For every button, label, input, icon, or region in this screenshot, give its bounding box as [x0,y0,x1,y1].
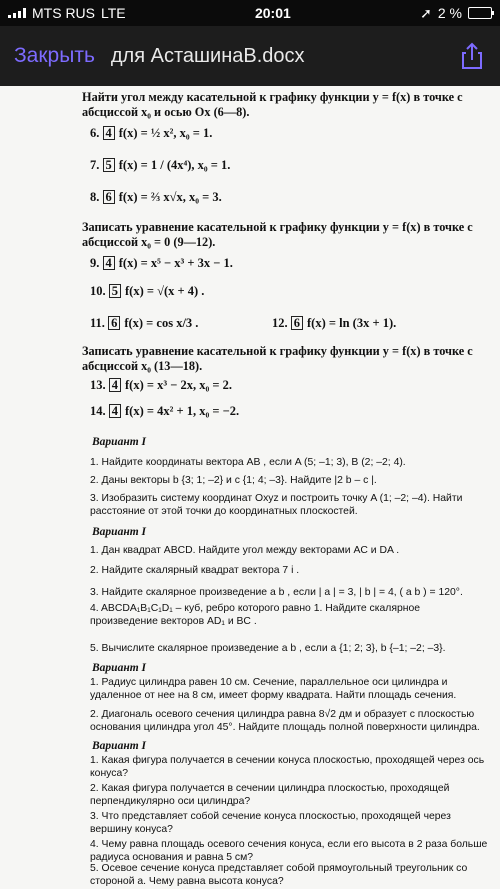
task-box: 4 [109,404,121,418]
status-bar [0,0,500,26]
question: 4. Чему равна площадь осевого сечения конуса, если его высота в 2 раза больше радиуса основания и равна 5 см? [90,839,488,863]
question: 3. Изобразить систему координат Oxyz и построить точку A (1; –2; –4). Найти расстояние от этой точки до координатных плоскостей. [90,493,463,517]
carrier: MTS RUS [32,5,95,21]
task-text: f(x) = x³ − 2x, x₀ = 2. [125,378,232,392]
battery-icon [468,7,492,19]
question: 4. ABCDA₁B₁C₁D₁ – куб, ребро которого равно 1. Найдите скалярное произведение векторов AD₁ и BC . [90,603,421,627]
task-box: 5 [109,284,121,298]
heading-1: Найти угол между касательной к графику функции y = f(x) в точке с абсциссой x₀ и осью Ox (6—8). [82,90,463,119]
task-number: 9. [90,256,100,270]
clock: 20:01 [254,5,291,21]
close-button[interactable]: Закрыть [14,44,95,67]
status-right [420,5,492,22]
task-box: 6 [103,190,115,204]
task-11 [90,316,198,331]
task-text: f(x) = 4x² + 1, x₀ = −2. [125,404,240,418]
nav-bar [0,26,500,86]
variant-heading: Вариант I [92,526,146,538]
document-title: для АсташинаВ.docx [110,44,305,67]
question: 2. Диагональ осевого сечения цилиндра равна 8√2 дм и образует с плоскостью основания цилиндра угол 45°. Найдите площадь полной поверхности цилиндра. [90,709,480,733]
task-text: f(x) = x⁵ − x³ + 3x − 1. [118,256,233,270]
task-box: 4 [103,126,115,140]
task-text: f(x) = √(x + 4) . [125,284,205,298]
task-number: 7. [90,158,100,172]
question: 2. Найдите скалярный квадрат вектора 7 i . [90,565,300,576]
question: 3. Что представляет собой сечение конуса плоскостью, проходящей через вершину конуса? [90,811,451,835]
task-box: 5 [103,158,115,172]
task-box: 6 [108,316,120,330]
task-number: 14. [90,404,106,418]
question: 2. Даны векторы b {3; 1; –2} и c {1; 4; –3}. Найдите |2 b – c |. [90,475,377,486]
task-14 [90,404,239,419]
task-box: 4 [109,378,121,392]
share-button[interactable] [458,42,486,70]
signal-icon [8,8,26,18]
task-text: f(x) = ln (3x + 1). [307,316,397,330]
task-10 [90,284,204,299]
status-left [8,5,126,21]
battery-percent: 2 % [437,5,462,21]
question: 5. Вычислите скалярное произведение a b , если a {1; 2; 3}, b {–1; –2; –3}. [90,643,446,654]
task-text: f(x) = ½ x², x₀ = 1. [118,126,213,140]
variant-heading: Вариант I [92,740,146,752]
task-13 [90,378,232,393]
task-number: 8. [90,190,100,204]
document-page[interactable] [0,86,500,889]
question: 5. Осевое сечение конуса представляет собой прямоугольный треугольник со стороной a. Чему равна высота конуса? [90,863,468,887]
location-icon: ➚ [420,4,432,21]
task-number: 10. [90,284,106,298]
question: 1. Дан квадрат ABCD. Найдите угол между векторами AC и DA . [90,545,400,556]
network-type: LTE [101,5,126,21]
share-icon [460,42,484,70]
question: 1. Радиус цилиндра равен 10 см. Сечение, параллельное оси цилиндра и удаленное от нее на 8 см, имеет форму квадрата. Найти площадь сечения. [90,677,457,701]
task-8 [90,190,222,205]
heading-2: Записать уравнение касательной к графику функции y = f(x) в точке с абсциссой x₀ = 0 (9—12). [82,220,473,249]
task-number: 13. [90,378,106,392]
heading-3: Записать уравнение касательной к графику функции y = f(x) в точке с абсциссой x₀ (13—18). [82,344,473,373]
task-6 [90,126,212,141]
task-number: 11. [90,316,105,330]
question: 2. Какая фигура получается в сечении цилиндра плоскостью, проходящей перпендикулярно оси цилиндра? [90,783,450,807]
task-box: 4 [103,256,115,270]
question: 1. Найдите координаты вектора AB , если A (5; –1; 3), B (2; –2; 4). [90,457,406,468]
question: 3. Найдите скалярное произведение a b , если | a | = 3, | b | = 4, ( a b ) = 120°. [90,587,463,598]
task-9 [90,256,233,271]
task-number: 12. [272,316,288,330]
task-number: 6. [90,126,100,140]
task-text: f(x) = cos x/3 . [124,316,199,330]
variant-heading: Вариант I [92,662,146,674]
question: 1. Какая фигура получается в сечении конуса плоскостью, проходящей через ось конуса? [90,755,485,779]
variant-heading: Вариант I [92,436,146,448]
task-text: f(x) = ⅔ x√x, x₀ = 3. [118,190,222,204]
task-12 [272,316,396,331]
task-text: f(x) = 1 / (4x⁴), x₀ = 1. [118,158,231,172]
task-7 [90,158,230,173]
task-box: 6 [291,316,303,330]
